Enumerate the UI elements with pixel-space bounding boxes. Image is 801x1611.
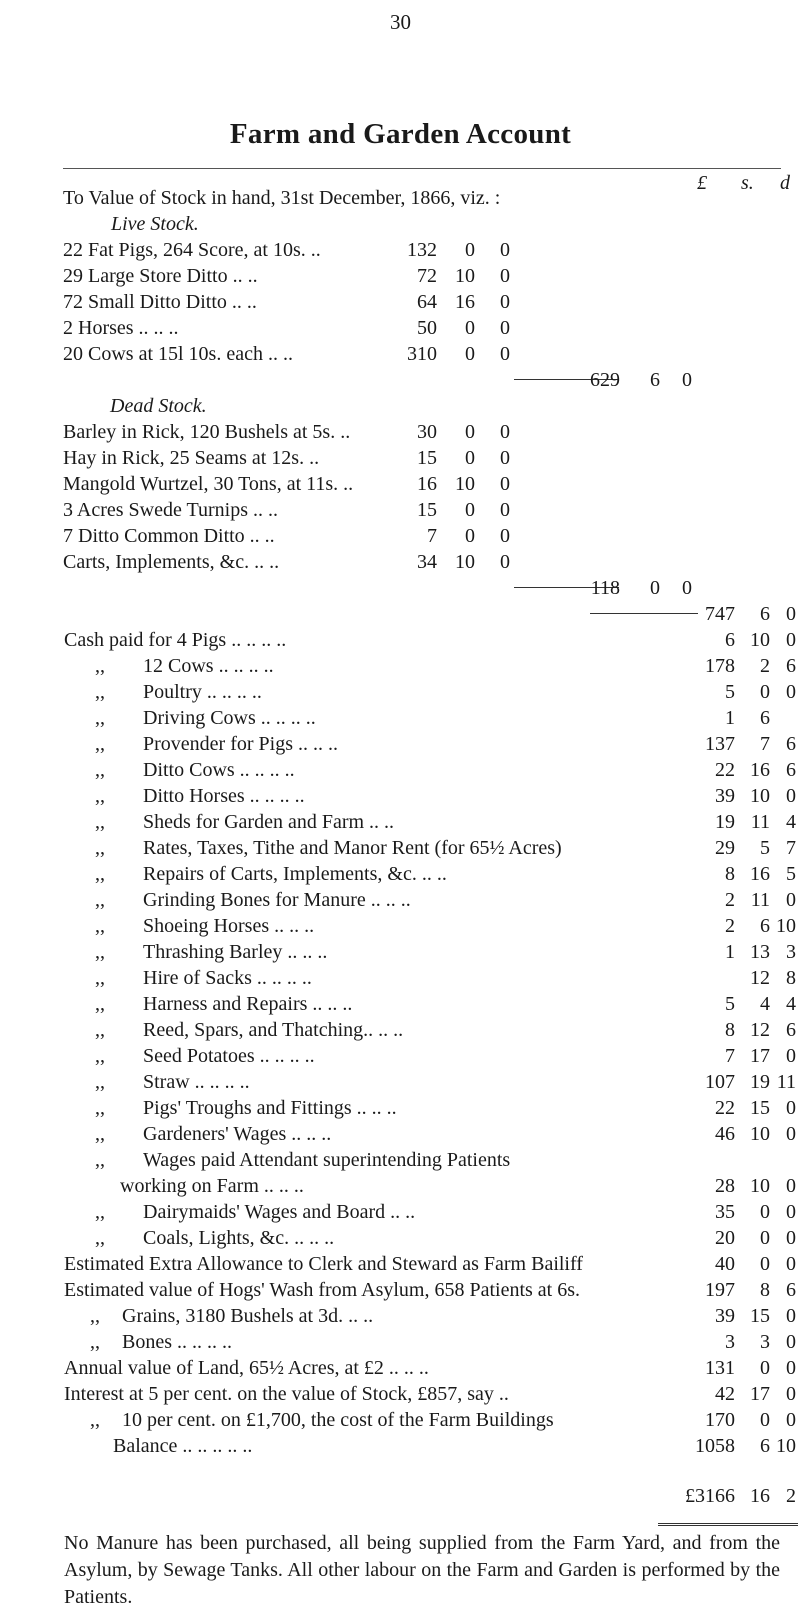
intro-text: To Value of Stock in hand, 31st December, 1866, viz. : [63,187,501,209]
ditto-mark: ,, [95,1071,105,1093]
cash-amount-l: 28 [715,1175,735,1197]
cash-amount-l: 1 [725,707,735,729]
cash-amount-l: 22 [715,1097,735,1119]
cash-row [95,835,801,861]
cash-row [95,679,801,705]
grand-total-d: 2 [786,1485,796,1507]
stock-total-s: 6 [760,603,770,625]
dead-stock-amount-d: 0 [500,525,510,547]
ditto-mark: ,, [95,941,105,963]
cash-row [95,1069,801,1095]
dead-stock-label: Mangold Wurtzel, 30 Tons, at 11s. .. [63,473,354,495]
dead-stock-label: 7 Ditto Common Ditto .. .. [63,525,275,547]
ditto-mark: ,, [95,785,105,807]
cash-label: 10 per cent. on £1,700, the cost of the Farm Buildings [122,1409,554,1431]
cash-amount-s: 0 [760,1253,770,1275]
dead-stock-amount-l: 15 [417,499,437,521]
cash-amount-d: 0 [786,1097,796,1119]
live-stock-row [63,289,801,315]
live-stock-amount-s: 0 [465,317,475,339]
cash-amount-d: 0 [786,1253,796,1275]
cash-amount-l: 8 [725,1019,735,1041]
cash-row [95,809,801,835]
cash-amount-s: 0 [760,1227,770,1249]
cash-label: working on Farm .. .. .. [120,1175,304,1197]
ditto-mark: ,, [95,993,105,1015]
cash-label: Dairymaids' Wages and Board .. .. [143,1201,416,1223]
cash-amount-l: 22 [715,759,735,781]
cash-row [95,1147,801,1173]
cash-row [95,887,801,913]
shillings-header: s. [741,172,754,194]
cash-row [64,627,801,653]
grand-total [63,1483,801,1509]
cash-amount-s: 8 [760,1279,770,1301]
cash-label: Grinding Bones for Manure .. .. .. [143,889,411,911]
dead-stock-amount-d: 0 [500,421,510,443]
cash-amount-l: 137 [705,733,735,755]
cash-amount-d: 0 [786,1201,796,1223]
cash-amount-s: 13 [750,941,770,963]
cash-amount-d: 0 [786,1331,796,1353]
cash-amount-d: 0 [786,681,796,703]
cash-label: Estimated value of Hogs' Wash from Asylum, 658 Patients at 6s. [64,1279,581,1301]
cash-amount-d: 0 [786,1305,796,1327]
cash-row [120,1173,801,1199]
dead-stock-label: Barley in Rick, 120 Bushels at 5s. .. [63,421,351,443]
cash-label: Annual value of Land, 65½ Acres, at £2 .. .. .. [64,1357,429,1379]
cash-label: Repairs of Carts, Implements, &c. .. .. [143,863,447,885]
cash-label: Ditto Horses .. .. .. .. [143,785,305,807]
cash-label: Shoeing Horses .. .. .. [143,915,315,937]
cash-amount-s: 3 [760,1331,770,1353]
live-stock-amount-l: 310 [407,343,437,365]
ditto-mark: ,, [90,1409,100,1431]
cash-amount-l: 1 [725,941,735,963]
cash-amount-s: 0 [760,1357,770,1379]
cash-amount-d: 11 [776,1071,796,1093]
ditto-mark: ,, [90,1305,100,1327]
cash-amount-l: 46 [715,1123,735,1145]
cash-amount-l: 6 [725,629,735,651]
cash-amount-l: 8 [725,863,735,885]
page-number: 30 [390,10,411,34]
cash-amount-l: 170 [705,1409,735,1431]
stock-total-l: 747 [705,603,735,625]
cash-row [95,913,801,939]
live-stock-amount-s: 16 [455,291,475,313]
live-stock-heading [111,211,801,237]
ditto-mark: ,, [95,863,105,885]
cash-amount-d: 10 [776,1435,796,1457]
cash-amount-l: 20 [715,1227,735,1249]
live-stock-subtotal [63,367,801,393]
cash-amount-l: 131 [705,1357,735,1379]
cash-amount-l: 7 [725,1045,735,1067]
cash-label: Wages paid Attendant superintending Patients [143,1149,511,1171]
cash-label: Bones .. .. .. .. [122,1331,232,1353]
cash-amount-l: 107 [705,1071,735,1093]
cash-amount-d: 8 [786,967,796,989]
cash-amount-s: 11 [750,811,770,833]
cash-amount-s: 0 [760,681,770,703]
stock-total-d: 0 [786,603,796,625]
live-stock-row [63,263,801,289]
stock-total [63,601,801,627]
pence-header: d [780,172,790,194]
cash-label: Provender for Pigs .. .. .. [143,733,338,755]
cash-amount-l: 35 [715,1201,735,1223]
title-rule [63,168,781,169]
cash-amount-s: 0 [760,1409,770,1431]
dead-stock-row [63,523,801,549]
dead-stock-row [63,419,801,445]
cash-amount-d: 0 [786,1175,796,1197]
grand-total-s: 16 [750,1485,770,1507]
cash-amount-l: 2 [725,915,735,937]
cash-amount-s: 10 [750,1123,770,1145]
cash-amount-d: 0 [786,1227,796,1249]
live-stock-amount-l: 132 [407,239,437,261]
cash-amount-s: 15 [750,1097,770,1119]
cash-label: Seed Potatoes .. .. .. .. [143,1045,315,1067]
ditto-mark: ,, [95,1149,105,1171]
dead-stock-amount-l: 16 [417,473,437,495]
cash-amount-s: 6 [760,1435,770,1457]
cash-amount-s: 10 [750,629,770,651]
ditto-mark: ,, [90,1331,100,1353]
cash-row [64,1381,801,1407]
dead-stock-amount-d: 0 [500,473,510,495]
cash-amount-s: 10 [750,1175,770,1197]
cash-label: Pigs' Troughs and Fittings .. .. .. [143,1097,397,1119]
live-stock-amount-l: 50 [417,317,437,339]
cash-amount-d: 10 [776,915,796,937]
dead-stock-subtotal-d: 0 [682,577,692,599]
cash-row [64,1355,801,1381]
live-stock-label: 20 Cows at 15l 10s. each .. .. [63,343,293,365]
cash-label: Reed, Spars, and Thatching.. .. .. [143,1019,404,1041]
dead-stock-row [63,549,801,575]
cash-amount-s: 6 [760,707,770,729]
dead-stock-heading-text: Dead Stock. [110,395,207,417]
live-stock-amount-d: 0 [500,291,510,313]
cash-amount-d: 6 [786,1019,796,1041]
cash-label: Hire of Sacks .. .. .. .. [143,967,312,989]
cash-amount-d: 4 [786,811,796,833]
dead-stock-amount-l: 7 [427,525,437,547]
ditto-mark: ,, [95,811,105,833]
cash-row [95,783,801,809]
dead-stock-amount-d: 0 [500,499,510,521]
grand-total-l: £3166 [685,1485,735,1507]
cash-row [95,991,801,1017]
live-stock-amount-l: 72 [417,265,437,287]
dead-stock-amount-s: 10 [455,473,475,495]
cash-amount-d: 6 [786,759,796,781]
cash-row [95,1121,801,1147]
cash-label: Thrashing Barley .. .. .. [143,941,328,963]
cash-amount-l: 39 [715,785,735,807]
cash-amount-l: 5 [725,993,735,1015]
cash-row [95,1225,801,1251]
cash-amount-s: 2 [760,655,770,677]
cash-amount-d: 0 [786,1409,796,1431]
ditto-mark: ,, [95,889,105,911]
cash-amount-s: 16 [750,863,770,885]
cash-label: Gardeners' Wages .. .. .. [143,1123,332,1145]
dead-stock-row [63,471,801,497]
cash-amount-s: 12 [750,967,770,989]
cash-amount-s: 4 [760,993,770,1015]
cash-row [95,705,801,731]
dead-stock-amount-l: 30 [417,421,437,443]
live-stock-label: 22 Fat Pigs, 264 Score, at 10s. .. [63,239,321,261]
cash-amount-d: 6 [786,733,796,755]
cash-label: Cash paid for 4 Pigs .. .. .. .. [64,629,287,651]
cash-amount-s: 17 [750,1383,770,1405]
live-stock-subtotal-s: 6 [650,369,660,391]
cash-label: Harness and Repairs .. .. .. [143,993,353,1015]
cash-amount-s: 12 [750,1019,770,1041]
cash-amount-s: 16 [750,759,770,781]
cash-row [95,1095,801,1121]
live-stock-label: 29 Large Store Ditto .. .. [63,265,258,287]
ditto-mark: ,, [95,759,105,781]
cash-label: Poultry .. .. .. .. [143,681,262,703]
cash-amount-s: 15 [750,1305,770,1327]
cash-amount-s: 10 [750,785,770,807]
cash-amount-d: 0 [786,1383,796,1405]
live-stock-amount-l: 64 [417,291,437,313]
cash-amount-s: 5 [760,837,770,859]
live-stock-row [63,341,801,367]
ditto-mark: ,, [95,733,105,755]
cash-label: Sheds for Garden and Farm .. .. [143,811,395,833]
cash-label: Interest at 5 per cent. on the value of Stock, £857, say .. [64,1383,509,1405]
cash-amount-l: 178 [705,655,735,677]
cash-amount-d: 4 [786,993,796,1015]
cash-label: 12 Cows .. .. .. .. [143,655,274,677]
cash-amount-d: 5 [786,863,796,885]
cash-row [95,939,801,965]
dead-stock-label: 3 Acres Swede Turnips .. .. [63,499,279,521]
cash-amount-l: 39 [715,1305,735,1327]
cash-row [95,731,801,757]
cash-amount-s: 0 [760,1201,770,1223]
dead-stock-amount-s: 0 [465,447,475,469]
cash-label: Balance .. .. .. .. .. [113,1435,253,1457]
ditto-mark: ,, [95,1123,105,1145]
cash-row [90,1329,801,1355]
grand-total-rule [658,1523,798,1526]
live-stock-amount-s: 0 [465,239,475,261]
ditto-mark: ,, [95,681,105,703]
pounds-header: £ [697,172,707,194]
dead-stock-label: Carts, Implements, &c. .. .. [63,551,280,573]
ditto-mark: ,, [95,837,105,859]
cash-amount-s: 6 [760,915,770,937]
live-stock-row [63,237,801,263]
cash-amount-d: 0 [786,1045,796,1067]
cash-label: Grains, 3180 Bushels at 3d. .. .. [122,1305,374,1327]
live-stock-amount-d: 0 [500,239,510,261]
cash-row [64,1251,801,1277]
balance-row [113,1433,801,1459]
ditto-mark: ,, [95,1045,105,1067]
ditto-mark: ,, [95,915,105,937]
dead-stock-amount-l: 34 [417,551,437,573]
cash-row [95,861,801,887]
live-stock-amount-s: 0 [465,343,475,365]
cash-label: Driving Cows .. .. .. .. [143,707,316,729]
cash-amount-l: 5 [725,681,735,703]
cash-amount-l: 19 [715,811,735,833]
dead-stock-amount-s: 0 [465,525,475,547]
live-stock-amount-d: 0 [500,343,510,365]
cash-amount-s: 11 [750,889,770,911]
dead-stock-label: Hay in Rick, 25 Seams at 12s. .. [63,447,320,469]
dead-stock-amount-s: 0 [465,499,475,521]
cash-row [95,1199,801,1225]
cash-row [95,757,801,783]
intro-line [63,185,801,211]
cash-amount-l: 40 [715,1253,735,1275]
live-stock-label: 2 Horses .. .. .. [63,317,179,339]
cash-amount-s: 17 [750,1045,770,1067]
dead-stock-amount-l: 15 [417,447,437,469]
ditto-mark: ,, [95,1019,105,1041]
dead-stock-row [63,497,801,523]
dead-stock-amount-s: 0 [465,421,475,443]
live-stock-row [63,315,801,341]
cash-label: Coals, Lights, &c. .. .. .. [143,1227,335,1249]
cash-row [95,1017,801,1043]
ditto-mark: ,, [95,707,105,729]
cash-amount-l: 3 [725,1331,735,1353]
cash-amount-d: 3 [786,941,796,963]
ditto-mark: ,, [95,967,105,989]
cash-amount-l: 29 [715,837,735,859]
dead-stock-row [63,445,801,471]
dead-stock-heading [110,393,801,419]
cash-amount-s: 19 [750,1071,770,1093]
cash-label: Estimated Extra Allowance to Clerk and Steward as Farm Bailiff [64,1253,583,1275]
live-stock-heading-text: Live Stock. [111,213,199,235]
live-stock-amount-d: 0 [500,317,510,339]
cash-amount-d: 0 [786,889,796,911]
cash-amount-d: 0 [786,1357,796,1379]
dead-stock-amount-d: 0 [500,447,510,469]
ditto-mark: ,, [95,1097,105,1119]
cash-amount-s: 7 [760,733,770,755]
cash-row [64,1277,801,1303]
live-stock-amount-d: 0 [500,265,510,287]
dead-stock-amount-s: 10 [455,551,475,573]
dead-stock-subtotal [63,575,801,601]
cash-row [90,1303,801,1329]
ditto-mark: ,, [95,1227,105,1249]
cash-row [90,1407,801,1433]
cash-label: Straw .. .. .. .. [143,1071,250,1093]
cash-amount-d: 6 [786,655,796,677]
cash-amount-d: 6 [786,1279,796,1301]
cash-amount-l: 197 [705,1279,735,1301]
cash-amount-d: 0 [786,785,796,807]
cash-row [95,1043,801,1069]
cash-amount-l: 1058 [695,1435,735,1457]
cash-amount-l: 2 [725,889,735,911]
live-stock-subtotal-d: 0 [682,369,692,391]
ditto-mark: ,, [95,655,105,677]
page-title: Farm and Garden Account [229,118,572,150]
dead-stock-amount-d: 0 [500,551,510,573]
cash-label: Ditto Cows .. .. .. .. [143,759,295,781]
dead-stock-subtotal-l: 118 [590,577,620,599]
live-stock-subtotal-l: 629 [590,369,620,391]
ditto-mark: ,, [95,1201,105,1223]
cash-row [95,965,801,991]
cash-amount-d: 7 [786,837,796,859]
cash-label: Rates, Taxes, Tithe and Manor Rent (for 65½ Acres) [143,837,562,859]
live-stock-amount-s: 10 [455,265,475,287]
live-stock-label: 72 Small Ditto Ditto .. .. [63,291,257,313]
cash-row [95,653,801,679]
cash-amount-l: 42 [715,1383,735,1405]
dead-stock-subtotal-s: 0 [650,577,660,599]
cash-amount-d: 0 [786,629,796,651]
footnote: No Manure has been purchased, all being supplied from the Farm Yard, and from the Asylum, by Sewage Tanks. All other labour on the Farm and Garden is performed by the Patients. [64,1532,780,1608]
cash-amount-d: 0 [786,1123,796,1145]
